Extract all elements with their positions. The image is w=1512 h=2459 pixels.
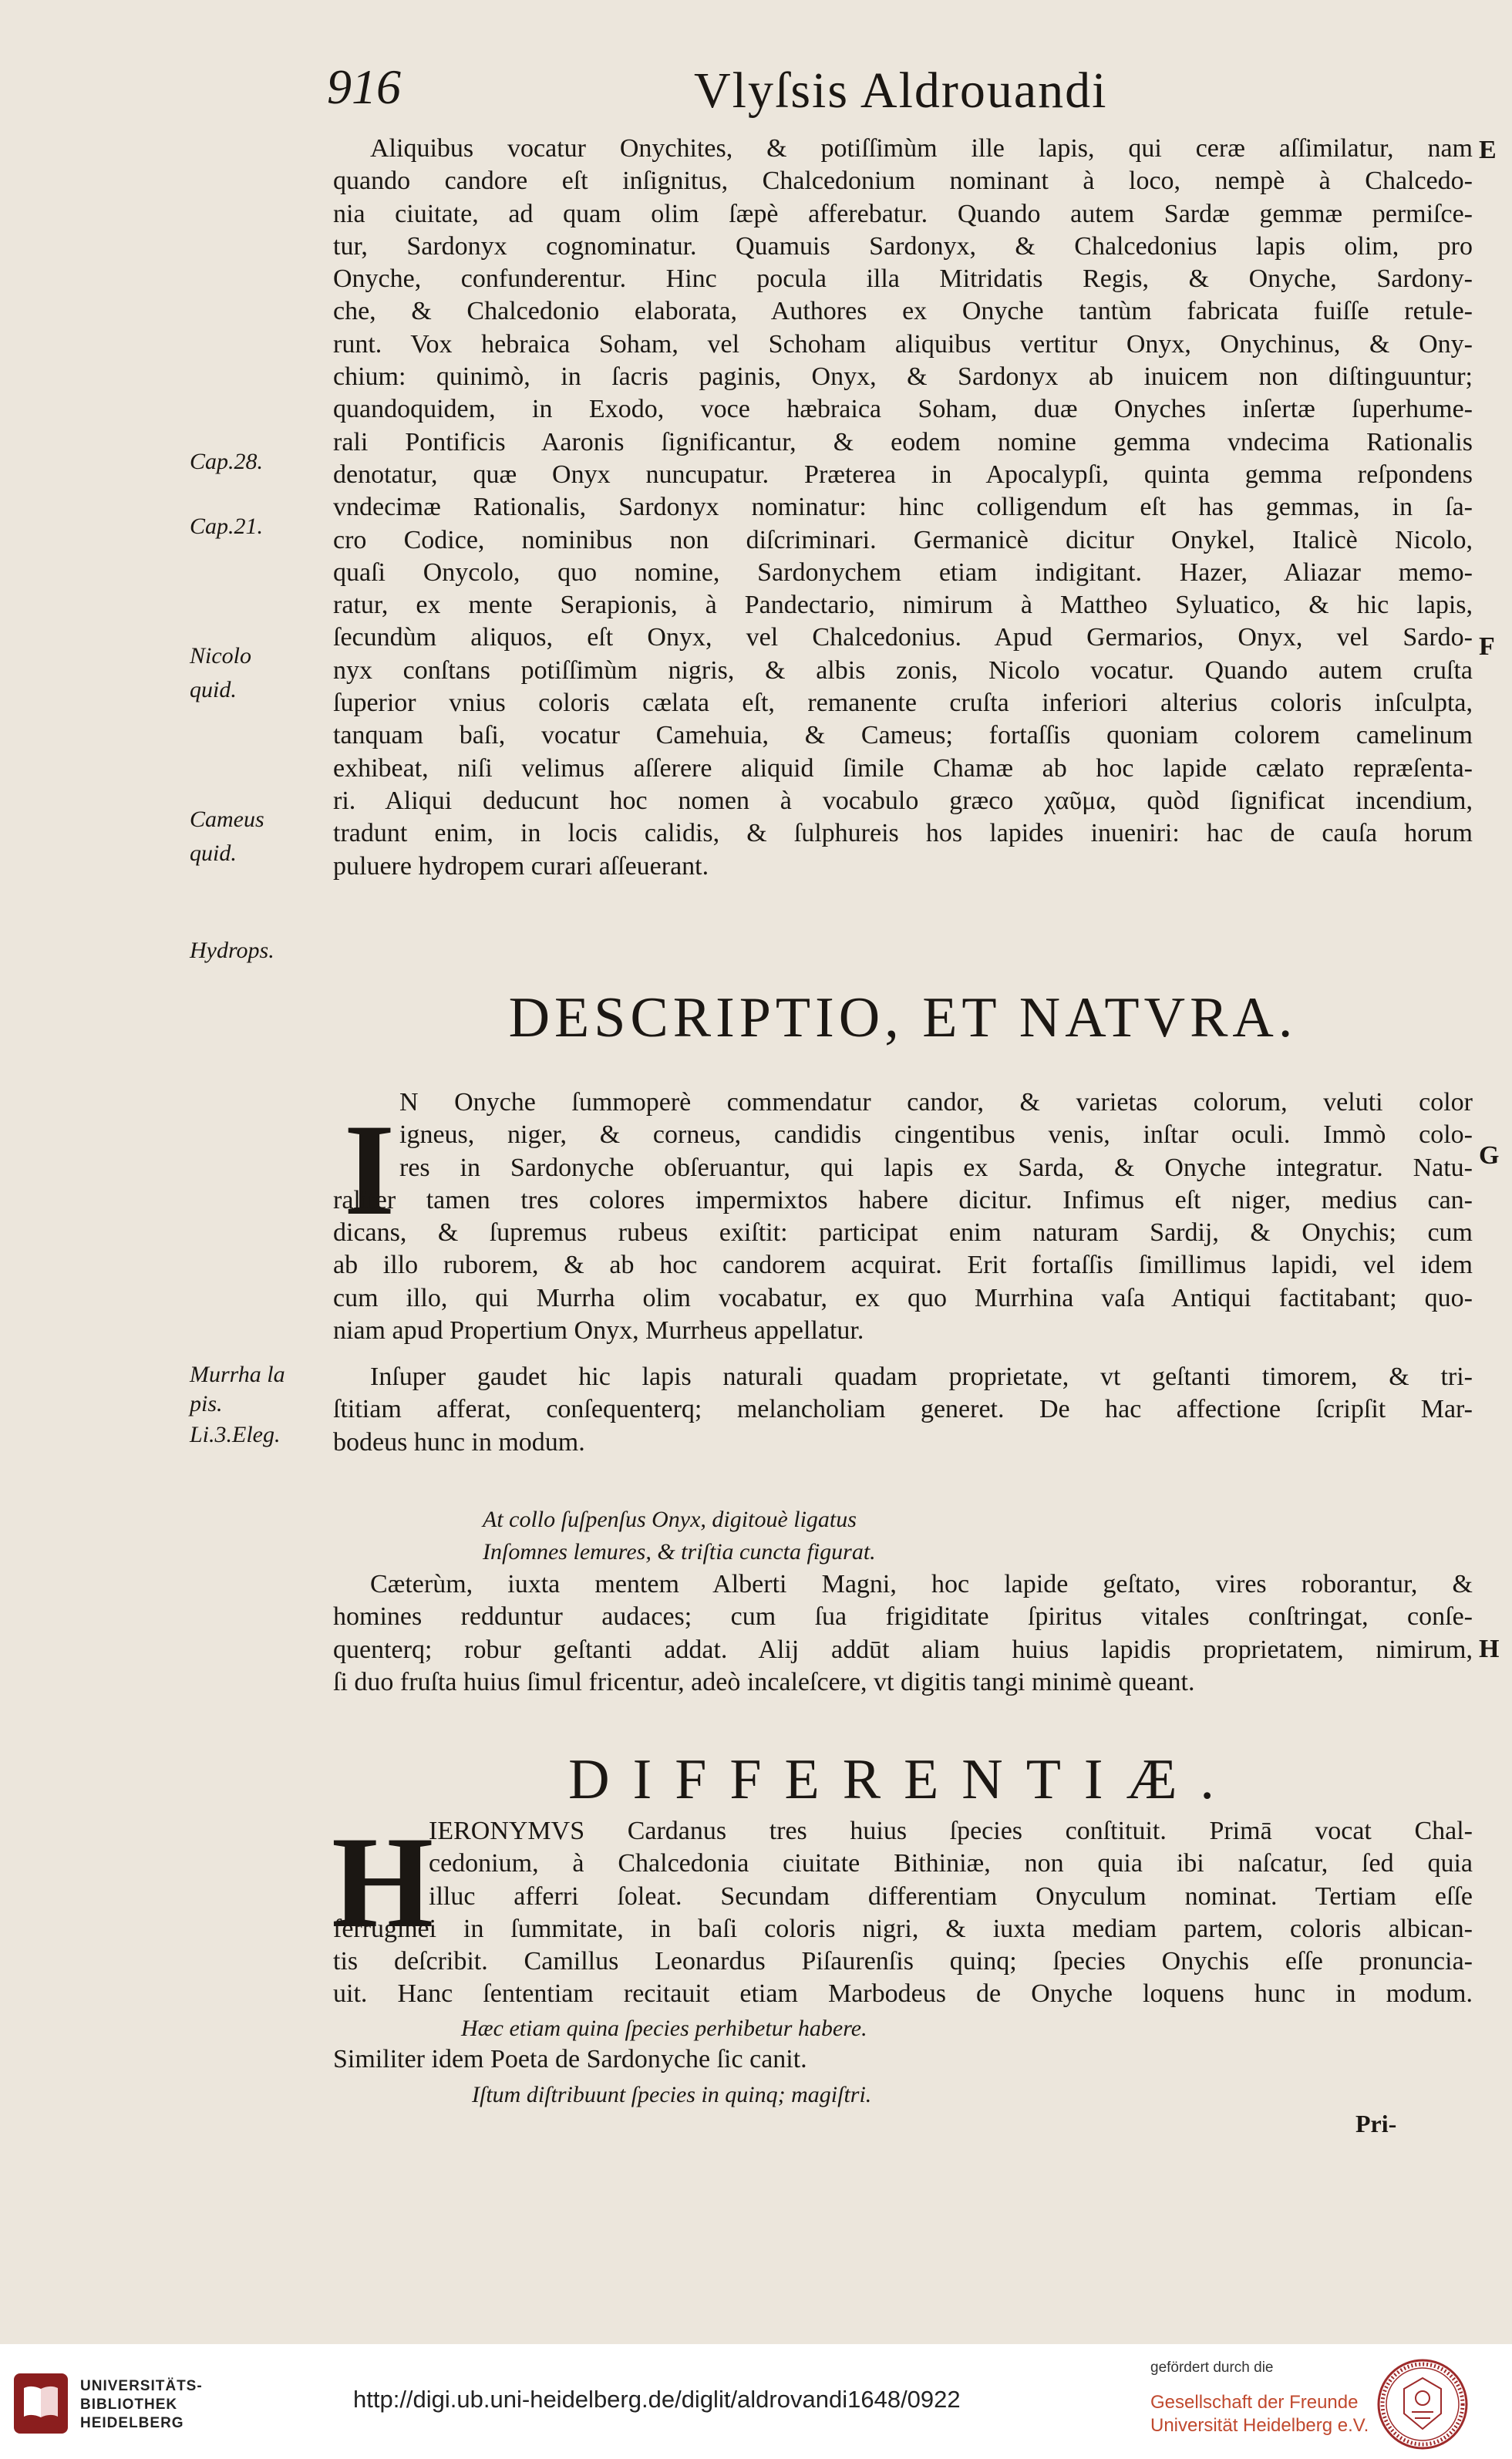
text-line: quaſi Onycolo, quo nomine, Sardonychem etiam indigitant. Hazer, Aliazar memo- [333,557,1473,587]
text-line: nyx conſtans potiſſimùm nigris, & albis zonis, Nicolo vocatur. Quando autem cruſta [333,655,1473,685]
text-line: tis deſcribit. Camillus Leonardus Piſaurenſis quinq; ſpecies Onychis eſſe pronuncia- [333,1947,1473,1976]
verse-line: At collo ſuſpenſus Onyx, digitouè ligatus [483,1507,857,1532]
text-line: bodeus hunc in modum. [333,1427,585,1457]
paragraph-descriptio [333,1086,1473,1347]
verse-quote-1 [483,1504,876,1568]
verse-quote-3 [472,2079,871,2111]
text-line: illuc afferri ſoleat. Secundam differentiam Onyculum nominat. Tertiam eſſe [429,1881,1473,1911]
running-head: Vlyſsis Aldrouandi [694,62,1108,119]
margin-note-cameus: Cameus [190,807,264,832]
permalink-url[interactable]: http://digi.ub.uni-heidelberg.de/diglit/aldrovandi1648/0922 [353,2386,961,2413]
text-line: homines redduntur audaces; cum ſua frigiditate ſpiritus vitales conſtringat, conſe- [333,1602,1473,1632]
text-line: raliter tamen tres colores impermixtos habere dicitur. Infimus eſt niger, medius can- [333,1185,1473,1214]
text-line: ferruginei in ſummitate, in baſi coloris nigri, & iuxta mediam partem, coloris albican- [333,1914,1473,1943]
text-line: quandoquidem, in Exodo, voce hæbraica Soham, duæ Onyches inſertæ ſuperhume- [333,395,1473,424]
text-line: tradunt enim, in locis calidis, & ſulphureis hos lapides inueniri: hac de cauſa horum [333,819,1473,848]
library-name-line-3: HEIDELBERG [80,2415,184,2431]
margin-note-nicolo-quid: quid. [190,677,237,702]
text-line: vndecimæ Rationalis, Sardonyx nominatur: hinc colligendum eſt has gemmas, in ſa- [333,493,1473,522]
text-line: niam apud Propertium Onyx, Murrheus appellatur. [333,1316,864,1346]
paragraph-caeterum [333,1568,1473,1699]
paragraph-insuper [333,1361,1473,1459]
sponsor-name-line-1: Gesellschaft der Freunde [1150,2392,1359,2413]
text-line: ri. Aliqui deducunt hoc nomen à vocabulo græco χαῦμα, quòd ſignificat incendium, [333,786,1473,815]
footer-bar [0,2344,1512,2459]
page-number: 916 [327,59,401,114]
section-heading-descriptio: DESCRIPTIO, ET NATVRA. [508,986,1298,1049]
margin-note-li3-eleg: Li.3.Eleg. [190,1422,281,1447]
section-heading-differentiae: DIFFERENTIÆ. [568,1748,1238,1811]
text-line: quando candore eſt inſignitus, Chalcedonium nominant à loco, nempè à Chalcedo- [333,167,1473,196]
paragraph-differentiae [332,1810,1473,2011]
text-line: ſuperior vnius coloris cælata eſt, remanente cruſta inferiori alterius coloris inſculpta, [333,689,1473,718]
library-name-line-1: UNIVERSITÄTS- [80,2378,203,2394]
margin-note-murrha: Murrha la [190,1362,285,1387]
text-line: cum illo, qui Murrha olim vocabatur, ex quo Murrhina vaſa Antiqui factitabant; quo- [333,1283,1473,1312]
verse-line: Iſtum diſtribuunt ſpecies in quinq; magiſtri. [472,2082,872,2107]
library-name-line-2: BIBLIOTHEK [80,2397,178,2413]
university-seal-icon [1376,2358,1469,2451]
text-line: Similiter idem Poeta de Sardonyche ſic canit. [333,2045,807,2073]
text-line: rali Pontificis Aaronis ſignificantur, & eodem nomine gemma vndecima Rationalis [333,427,1473,456]
section-letter-g: G [1479,1141,1500,1170]
text-line: ſtitiam afferat, conſequenterq; melancholiam generet. De hac affectione ſcripſit Mar- [333,1395,1473,1424]
section-letter-e: E [1479,136,1497,164]
text-line: ſi duo fruſta huius ſimul fricentur, adeò incaleſcere, vt digitis tangi minimè queant. [333,1667,1195,1696]
margin-note-hydrops: Hydrops. [190,938,274,963]
drop-cap-h: H [332,1810,434,1955]
text-line: puluere hydropem curari aſſeuerant. [333,851,709,881]
text-line: quenterq; robur geſtanti addat. Alij addūt aliam huius lapidis proprietatem, nimirum, [333,1635,1473,1664]
sponsor-name-line-2: Universität Heidelberg e.V. [1150,2415,1369,2436]
text-line: chium: quinimò, in ſacris paginis, Onyx, & Sardonyx ab inuicem non diſtinguuntur; [333,362,1473,392]
verse-quote-2 [461,2013,867,2045]
text-line: IERONYMVS Cardanus tres huius ſpecies conſtituit. Primā vocat Chal- [429,1817,1473,1845]
funded-by-label: gefördert durch die [1150,2360,1274,2376]
text-line: Cæterùm, iuxta mentem Alberti Magni, hoc lapide geſtato, vires roborantur, & [370,1570,1473,1598]
section-letter-h: H [1479,1635,1500,1663]
text-line: nia ciuitate, ad quam olim ſæpè afferebatur. Quando autem Sardæ gemmæ permiſce- [333,199,1473,228]
text-line: che, & Chalcedonio elaborata, Authores ex Onyche tantùm fabricata fuiſſe retule- [333,297,1473,326]
text-line: cro Codice, nominibus non diſcriminari. Germanicè dicitur Onykel, Italicè Nicolo, [333,525,1473,554]
drop-cap-i: I [344,1097,396,1242]
text-line: tur, Sardonyx cognominatur. Quamuis Sardonyx, & Chalcedonius lapis olim, pro [333,231,1473,261]
text-line: dicans, & ſupremus rubeus exiſtit: participat enim naturam Sardij, & Onychis; cum [333,1218,1473,1248]
text-line: Onyche, confunderentur. Hinc pocula illa Mitridatis Regis, & Onyche, Sardony- [333,264,1473,294]
margin-note-cameus-quid: quid. [190,840,237,866]
text-line: denotatur, quæ Onyx nuncupatur. Præterea in Apocalypſi, quinta gemma reſpondens [333,460,1473,489]
text-line: uit. Hanc ſententiam recitauit etiam Marbodeus de Onyche loquens hunc in modum. [333,1979,1473,2009]
section-letter-f: F [1479,632,1495,661]
library-book-icon [14,2373,68,2434]
paragraph-intro [333,133,1473,883]
catchword: Pri- [1355,2110,1397,2137]
paragraph-similiter [333,2043,1473,2076]
text-line: Inſuper gaudet hic lapis naturali quadam proprietate, vt geſtanti timorem, & tri- [370,1363,1473,1391]
text-line: Aliquibus vocatur Onychites, & potiſſimùm ille lapis, qui ceræ aſſimilatur, nam [370,134,1473,163]
text-line: tanquam baſi, vocatur Camehuia, & Cameus; fortaſſis quoniam colorem camelinum [333,721,1473,750]
text-line: runt. Vox hebraica Soham, vel Schoham aliquibus vertitur Onyx, Onychinus, & Ony- [333,329,1473,359]
margin-note-nicolo: Nicolo [190,643,251,669]
verse-line: Inſomnes lemures, & triſtia cuncta figurat. [483,1539,876,1565]
verse-line: Hæc etiam quina ſpecies perhibetur habere. [461,2016,867,2041]
text-line: N Onyche ſummoperè commendatur candor, & varietas colorum, veluti color [399,1088,1473,1117]
text-line: ſecundùm aliquos, eſt Onyx, vel Chalcedonius. Apud Germarios, Onyx, vel Sardo- [333,623,1473,652]
margin-note-murrha-pis: pis. [190,1391,223,1416]
text-line: res in Sardonyche obſeruantur, qui lapis ex Sarda, & Onyche integratur. Natu- [399,1153,1473,1182]
margin-note-cap28: Cap.28. [190,449,264,474]
text-line: ab illo ruborem, & ab hoc candorem acquirat. Erit fortaſſis ſimillimus lapidi, vel idem [333,1251,1473,1280]
text-line: cedonium, à Chalcedonia ciuitate Bithiniæ, non quia ibi naſcatur, ſed quia [429,1849,1473,1878]
text-line: exhibeat, niſi velimus aſſerere aliquid ſimile Chamæ ab hoc lapide cælato repræſenta- [333,753,1473,783]
text-line: ratur, ex mente Serapionis, à Pandectario, nimirum à Mattheo Syluatico, & hic lapis, [333,591,1473,620]
university-library-logo [14,2373,68,2434]
text-line: igneus, niger, & corneus, candidis cingentibus venis, inſtar oculi. Immò colo- [399,1120,1473,1150]
margin-note-cap21: Cap.21. [190,514,264,539]
